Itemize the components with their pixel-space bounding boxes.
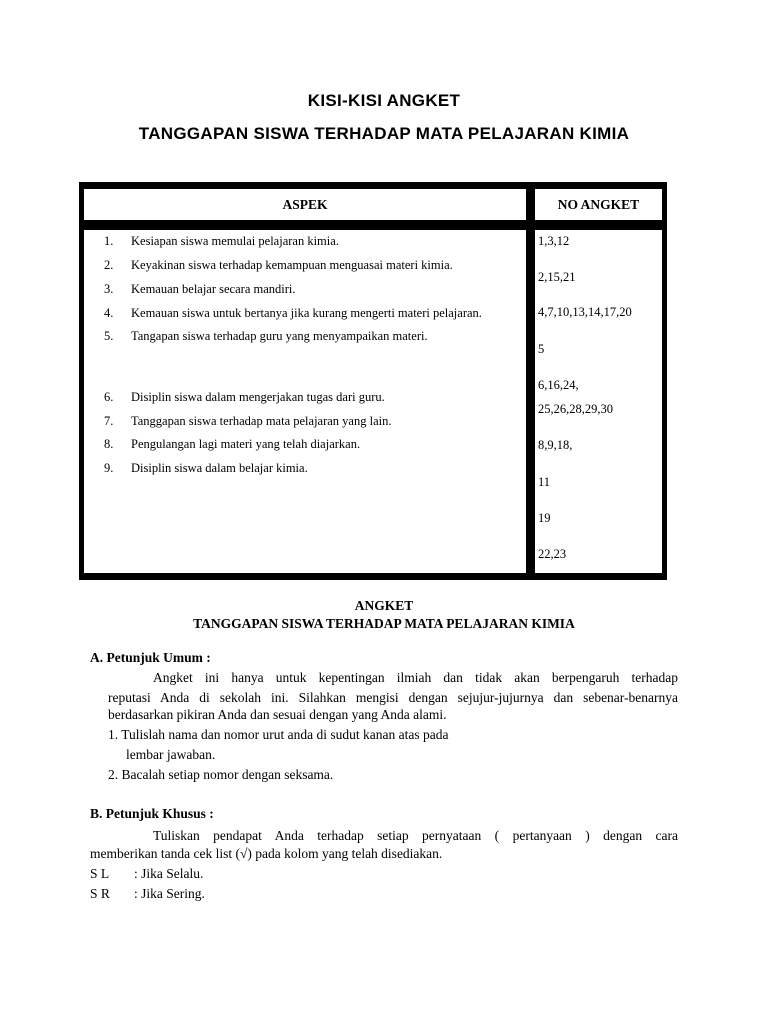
- legend-code-sr: S R: [90, 886, 110, 901]
- aspek-item: 1. Kesiapan siswa memulai pelajaran kimia.: [104, 234, 339, 248]
- no-angket-item: 25,26,28,29,30: [538, 402, 613, 416]
- no-angket-cell: [534, 229, 663, 574]
- page-title: KISI-KISI ANGKET: [307, 91, 461, 110]
- aspek-item: 5. Tangapan siswa terhadap guru yang menyampaikan materi.: [104, 329, 428, 343]
- aspek-item: 7. Tanggapan siswa terhadap mata pelajaran yang lain.: [104, 414, 392, 428]
- no-angket-item: 1,3,12: [538, 234, 570, 248]
- petunjuk-khusus-line: memberikan tanda cek list (√) pada kolom yang telah disediakan.: [90, 846, 443, 861]
- no-angket-item: 4,7,10,13,14,17,20: [538, 305, 632, 319]
- petunjuk-umum-item-cont: lembar jawaban.: [126, 747, 216, 762]
- no-angket-item: 2,15,21: [538, 270, 576, 284]
- aspek-item: 6. Disiplin siswa dalam mengerjakan tugas dari guru.: [104, 390, 385, 404]
- petunjuk-umum-line: berdasarkan pikiran Anda dan sesuai dengan yang Anda alami.: [108, 707, 447, 722]
- angket-subtitle: TANGGAPAN SISWA TERHADAP MATA PELAJARAN KIMIA: [193, 616, 575, 631]
- page-subtitle: TANGGAPAN SISWA TERHADAP MATA PELAJARAN KIMIA: [138, 124, 630, 143]
- column-header-aspek: ASPEK: [282, 197, 328, 212]
- aspek-item: 2. Keyakinan siswa terhadap kemampuan menguasai materi kimia.: [104, 258, 453, 272]
- header-cell-aspek: [83, 188, 527, 221]
- legend-code-sl: S L: [90, 866, 110, 881]
- aspek-cell: [83, 229, 527, 574]
- aspek-item: 3. Kemauan belajar secara mandiri.: [104, 282, 296, 296]
- legend-desc-sr: : Jika Sering.: [134, 886, 205, 901]
- angket-title: ANGKET: [354, 598, 414, 613]
- aspek-list: [84, 230, 526, 573]
- petunjuk-umum-line: reputasi Anda di sekolah ini. Silahkan mengisi dengan sejujur-jujurnya dan sebenar-benarnya: [108, 690, 678, 705]
- petunjuk-khusus-line: Tuliskan pendapat Anda terhadap setiap pernyataan ( pertanyaan ) dengan cara: [153, 828, 678, 843]
- no-angket-item: 6,16,24,: [538, 378, 579, 392]
- no-angket-item: 5: [538, 342, 545, 356]
- petunjuk-umum-item: 1. Tulislah nama dan nomor urut anda di sudut kanan atas pada: [108, 727, 449, 742]
- petunjuk-khusus-heading: B. Petunjuk Khusus :: [90, 806, 214, 821]
- no-angket-item: 11: [538, 475, 551, 489]
- aspek-item: 9. Disiplin siswa dalam belajar kimia.: [104, 461, 308, 475]
- header-cell-no-angket: [534, 188, 663, 221]
- aspek-item: 4. Kemauan siswa untuk bertanya jika kurang mengerti materi pelajaran.: [104, 306, 482, 320]
- no-angket-item: 19: [538, 511, 551, 525]
- column-header-no-angket: NO ANGKET: [557, 197, 640, 212]
- petunjuk-umum-item: 2. Bacalah setiap nomor dengan seksama.: [108, 767, 334, 782]
- aspek-item: 8. Pengulangan lagi materi yang telah diajarkan.: [104, 437, 361, 451]
- petunjuk-umum-heading: A. Petunjuk Umum :: [90, 650, 211, 665]
- no-angket-item: 22,23: [538, 547, 567, 561]
- petunjuk-umum-line: Angket ini hanya untuk kepentingan ilmiah dan tidak akan berpengaruh terhadap: [153, 670, 678, 685]
- legend-desc-sl: : Jika Selalu.: [134, 866, 204, 881]
- kisi-kisi-table: [79, 182, 667, 580]
- no-angket-item: 8,9,18,: [538, 438, 573, 452]
